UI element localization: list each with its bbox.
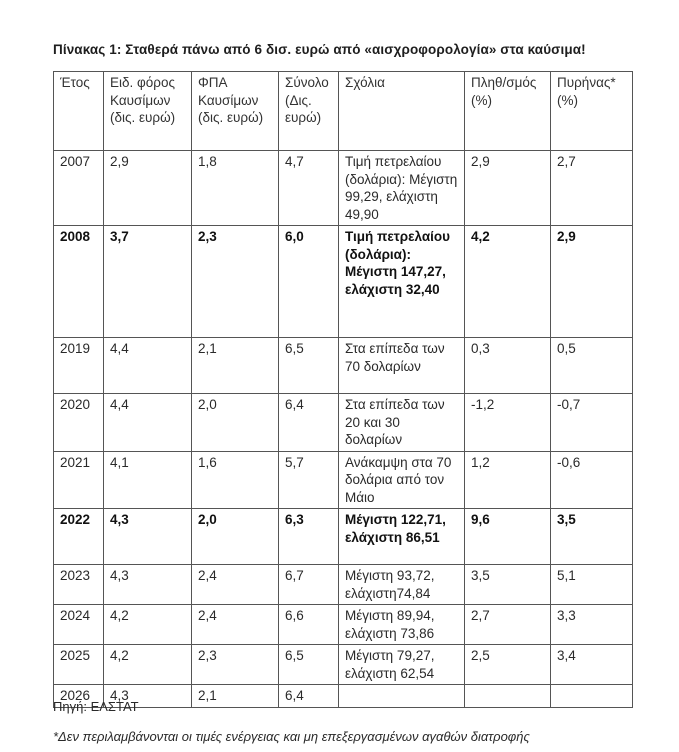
- table-row: [54, 645, 633, 685]
- table-row: [54, 451, 633, 509]
- cell-total: 6,5: [279, 338, 339, 394]
- cell-fuel-tax: 4,3: [104, 509, 192, 565]
- header-vat: ΦΠΑ Καυσίμων (δις. ευρώ): [192, 72, 279, 151]
- cell-comments: Στα επίπεδα των 20 και 30 δολαρίων: [339, 394, 465, 452]
- cell-inflation: 2,9: [465, 151, 551, 226]
- header-row: [54, 72, 633, 151]
- cell-core: -0,6: [551, 451, 633, 509]
- cell-comments: Μέγιστη 93,72, ελάχιστη74,84: [339, 565, 465, 605]
- cell-inflation: 2,7: [465, 605, 551, 645]
- cell-fuel-tax: 3,7: [104, 226, 192, 338]
- cell-total: 6,3: [279, 509, 339, 565]
- table-title: Πίνακας 1: Σταθερά πάνω από 6 δισ. ευρώ από «αισχροφορολογία» στα καύσιμα!: [53, 42, 586, 57]
- cell-vat: 1,8: [192, 151, 279, 226]
- header-inflation: Πληθ/σμός (%): [465, 72, 551, 151]
- table-row: [54, 565, 633, 605]
- header-total: Σύνολο (Δις. ευρώ): [279, 72, 339, 151]
- cell-year: 2022: [54, 509, 104, 565]
- cell-total: 6,4: [279, 685, 339, 708]
- cell-inflation: 0,3: [465, 338, 551, 394]
- cell-inflation: 3,5: [465, 565, 551, 605]
- table-row: [54, 685, 633, 708]
- cell-fuel-tax: 4,3: [104, 685, 192, 708]
- cell-year: 2025: [54, 645, 104, 685]
- source-note: Πηγή: ΕΛΣΤΑΤ: [53, 699, 139, 714]
- cell-vat: 2,1: [192, 338, 279, 394]
- fuel-tax-table: [53, 71, 633, 708]
- cell-inflation: 2,5: [465, 645, 551, 685]
- cell-inflation: -1,2: [465, 394, 551, 452]
- cell-total: 6,4: [279, 394, 339, 452]
- header-comments: Σχόλια: [339, 72, 465, 151]
- cell-comments: Στα επίπεδα των 70 δολαρίων: [339, 338, 465, 394]
- table-row: [54, 226, 633, 338]
- cell-core: 3,5: [551, 509, 633, 565]
- cell-vat: 2,3: [192, 226, 279, 338]
- cell-total: 6,5: [279, 645, 339, 685]
- table-row: [54, 509, 633, 565]
- cell-year: 2021: [54, 451, 104, 509]
- cell-fuel-tax: 4,4: [104, 394, 192, 452]
- cell-fuel-tax: 4,2: [104, 605, 192, 645]
- cell-core: [551, 685, 633, 708]
- cell-core: -0,7: [551, 394, 633, 452]
- cell-total: 5,7: [279, 451, 339, 509]
- cell-core: 3,4: [551, 645, 633, 685]
- header-core: Πυρήνας* (%): [551, 72, 633, 151]
- table-row: [54, 394, 633, 452]
- cell-fuel-tax: 4,4: [104, 338, 192, 394]
- cell-vat: 2,1: [192, 685, 279, 708]
- cell-total: 6,7: [279, 565, 339, 605]
- cell-vat: 1,6: [192, 451, 279, 509]
- cell-fuel-tax: 4,3: [104, 565, 192, 605]
- cell-comments: Μέγιστη 89,94, ελάχιστη 73,86: [339, 605, 465, 645]
- cell-year: 2024: [54, 605, 104, 645]
- cell-year: 2023: [54, 565, 104, 605]
- cell-comments: Τιμή πετρελαίου (δολάρια): Μέγιστη 99,29, ελάχιστη 49,90: [339, 151, 465, 226]
- footnote: *Δεν περιλαμβάνονται οι τιμές ενέργειας και μη επεξεργασμένων αγαθών διατροφής: [53, 729, 530, 744]
- cell-total: 6,6: [279, 605, 339, 645]
- table-row: [54, 338, 633, 394]
- cell-comments: Μέγιστη 79,27, ελάχιστη 62,54: [339, 645, 465, 685]
- cell-total: 6,0: [279, 226, 339, 338]
- cell-vat: 2,0: [192, 394, 279, 452]
- cell-comments: Τιμή πετρελαίου (δολάρια): Μέγιστη 147,27, ελάχιστη 32,40: [339, 226, 465, 338]
- cell-inflation: 1,2: [465, 451, 551, 509]
- cell-core: 3,3: [551, 605, 633, 645]
- cell-year: 2007: [54, 151, 104, 226]
- table-row: [54, 151, 633, 226]
- cell-fuel-tax: 2,9: [104, 151, 192, 226]
- cell-vat: 2,3: [192, 645, 279, 685]
- cell-vat: 2,4: [192, 565, 279, 605]
- cell-core: 0,5: [551, 338, 633, 394]
- cell-vat: 2,4: [192, 605, 279, 645]
- cell-core: 5,1: [551, 565, 633, 605]
- cell-vat: 2,0: [192, 509, 279, 565]
- cell-year: 2026: [54, 685, 104, 708]
- cell-fuel-tax: 4,1: [104, 451, 192, 509]
- cell-year: 2019: [54, 338, 104, 394]
- cell-comments: [339, 685, 465, 708]
- cell-inflation: 4,2: [465, 226, 551, 338]
- cell-core: 2,7: [551, 151, 633, 226]
- cell-fuel-tax: 4,2: [104, 645, 192, 685]
- header-fuel-tax: Ειδ. φόρος Καυσίμων (δις. ευρώ): [104, 72, 192, 151]
- cell-year: 2020: [54, 394, 104, 452]
- cell-inflation: [465, 685, 551, 708]
- cell-inflation: 9,6: [465, 509, 551, 565]
- header-year: Έτος: [54, 72, 104, 151]
- cell-comments: Ανάκαμψη στα 70 δολάρια από τον Μάιο: [339, 451, 465, 509]
- cell-total: 4,7: [279, 151, 339, 226]
- cell-year: 2008: [54, 226, 104, 338]
- cell-comments: Μέγιστη 122,71, ελάχιστη 86,51: [339, 509, 465, 565]
- table-row: [54, 605, 633, 645]
- cell-core: 2,9: [551, 226, 633, 338]
